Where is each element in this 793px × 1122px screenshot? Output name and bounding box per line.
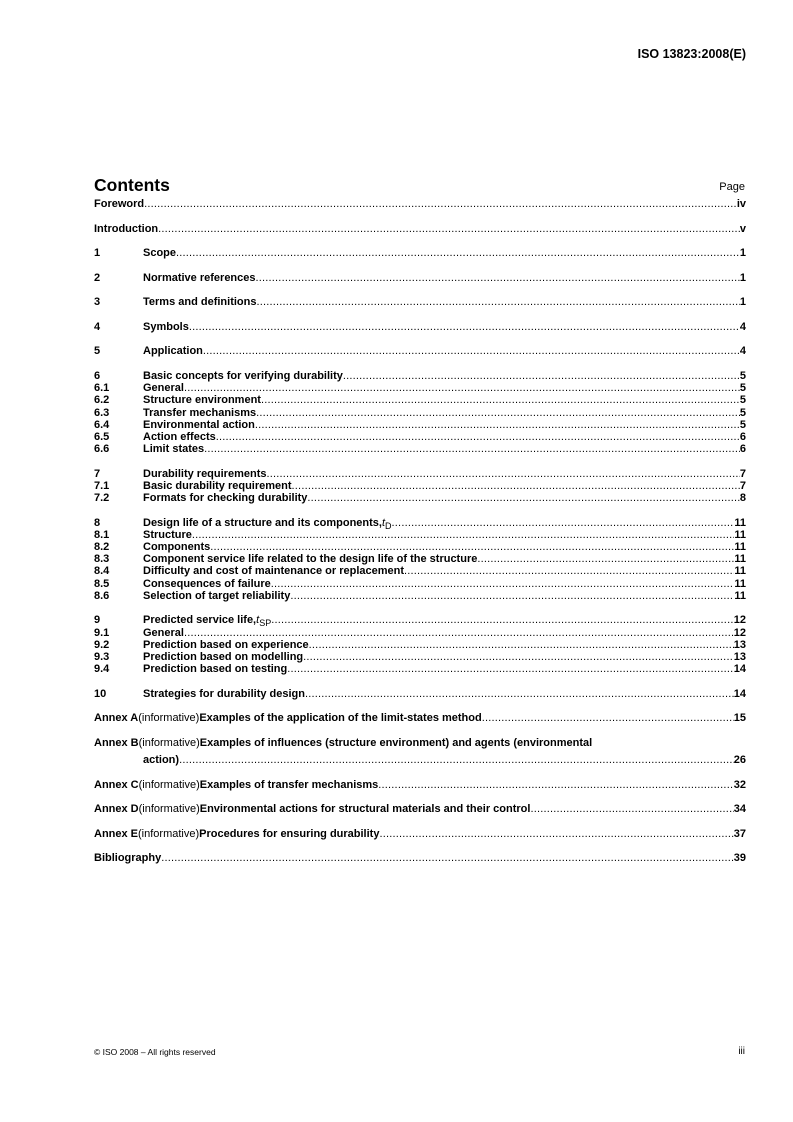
page-ref: 5 [739, 418, 746, 431]
section-number: 6.4 [94, 418, 110, 431]
symbol-letter: t [256, 614, 260, 627]
section-title: Durability requirements [143, 467, 267, 480]
section-number: 7.2 [94, 492, 110, 505]
toc-entry[interactable] [94, 431, 746, 443]
section-number: 8.5 [94, 577, 110, 590]
section-title: Environmental action [143, 418, 255, 431]
annex-title: Environmental actions for structural materials and their control [199, 803, 531, 816]
dot-leader [303, 651, 734, 663]
annex-label: Annex E [94, 827, 139, 840]
toc-entry[interactable] [94, 529, 746, 541]
toc-entry[interactable] [94, 627, 746, 639]
page-number: iii [738, 1046, 745, 1057]
section-number: 9.3 [94, 650, 110, 663]
section-number: 9 [94, 614, 101, 627]
dot-leader [192, 529, 734, 541]
toc-annex-entry[interactable] [94, 712, 746, 724]
dot-leader [530, 803, 733, 815]
page-column-label: Page [719, 181, 745, 193]
dot-leader [271, 578, 735, 590]
dot-leader [343, 370, 740, 382]
section-title: Normative references [143, 271, 256, 284]
annex-type: (informative) [138, 736, 200, 749]
section-title: Symbols [143, 320, 189, 333]
section-number: 3 [94, 296, 101, 309]
page-ref: 14 [733, 687, 746, 700]
annex-type: (informative) [138, 712, 200, 725]
symbol-subscript: SP [259, 618, 272, 629]
dot-leader [255, 419, 740, 431]
bibliography-title: Bibliography [94, 852, 162, 865]
toc-entry[interactable] [94, 370, 746, 382]
annex-type: (informative) [138, 827, 200, 840]
page-ref: 14 [733, 663, 746, 676]
page-ref: 5 [739, 394, 746, 407]
section-number: 6.1 [94, 382, 110, 395]
toc-entry[interactable] [94, 345, 746, 357]
section-number: 6.3 [94, 406, 110, 419]
dot-leader [204, 443, 740, 455]
section-title: Selection of target reliability [143, 589, 291, 602]
toc-entry[interactable] [94, 394, 746, 406]
page-ref: iv [736, 198, 746, 210]
toc-entry[interactable] [94, 443, 746, 455]
annex-title-continued: action) [143, 754, 180, 767]
annex-title: Examples of influences (structure environment) and agents (environmental [199, 736, 593, 749]
dot-leader [305, 688, 734, 700]
annex-label: Annex C [94, 778, 139, 791]
page-ref: 7 [739, 479, 746, 492]
page-ref: 1 [739, 271, 746, 284]
page-ref: 11 [734, 553, 746, 566]
dot-leader [176, 247, 740, 259]
section-number: 8.6 [94, 589, 110, 602]
section-title: Scope [143, 247, 177, 260]
dot-leader [392, 517, 735, 529]
dot-leader [292, 480, 740, 492]
page-ref: 34 [733, 803, 746, 816]
section-number: 1 [94, 247, 101, 260]
toc-entry[interactable] [94, 321, 746, 333]
section-title: Prediction based on testing [143, 663, 288, 676]
section-title: Consequences of failure [143, 577, 271, 590]
annex-title: Examples of the application of the limit-states method [199, 712, 482, 725]
page-ref: v [739, 222, 746, 235]
toc-entry[interactable] [94, 614, 746, 629]
toc-entry[interactable] [94, 541, 746, 553]
dot-leader [477, 553, 734, 565]
section-title: Transfer mechanisms [143, 406, 257, 419]
dot-leader [379, 828, 733, 840]
section-title: Structure environment [143, 394, 261, 407]
annex-type: (informative) [138, 803, 200, 816]
document-id: ISO 13823:2008(E) [637, 47, 746, 61]
section-number: 8.4 [94, 565, 110, 578]
section-title: Terms and definitions [143, 296, 257, 309]
page-ref: 11 [734, 565, 746, 578]
page-ref: 15 [733, 712, 746, 725]
dot-leader [216, 431, 740, 443]
section-number: 10 [94, 687, 107, 700]
page-ref: 11 [734, 589, 746, 602]
dot-leader [271, 614, 734, 626]
section-title: Introduction [94, 222, 159, 235]
toc-entry[interactable] [94, 419, 746, 431]
toc-annex-entry[interactable] [94, 828, 746, 840]
section-title: Basic durability requirement [143, 479, 292, 492]
dot-leader [404, 565, 734, 577]
section-title: Predicted service life, [143, 614, 257, 627]
section-title: Components [143, 541, 211, 554]
section-number: 2 [94, 271, 101, 284]
toc-entry[interactable] [94, 688, 746, 700]
section-title: Limit states [143, 443, 205, 456]
section-number: 7 [94, 467, 101, 480]
annex-label: Annex D [94, 803, 139, 816]
dot-leader [309, 639, 734, 651]
page-ref: 4 [739, 320, 746, 333]
page-ref: 5 [739, 382, 746, 395]
dot-leader [158, 223, 740, 235]
section-title: Prediction based on modelling [143, 650, 304, 663]
section-number: 8 [94, 516, 101, 529]
section-number: 8.2 [94, 541, 110, 554]
page-ref: 12 [733, 626, 746, 639]
section-number: 8.3 [94, 553, 110, 566]
page-ref: 37 [733, 827, 746, 840]
toc-annex-entry[interactable] [94, 803, 746, 815]
section-number: 4 [94, 320, 101, 333]
annex-type: (informative) [138, 778, 200, 791]
annex-title: Examples of transfer mechanisms [199, 778, 379, 791]
toc-entry[interactable] [94, 578, 746, 590]
page-ref: 12 [733, 614, 746, 627]
toc-entry[interactable] [94, 480, 746, 492]
dot-leader [184, 382, 740, 394]
toc-annex-entry[interactable] [94, 737, 746, 749]
section-title: Prediction based on experience [143, 638, 309, 651]
toc-entry[interactable] [94, 468, 746, 480]
dot-leader [161, 852, 734, 864]
section-title: Action effects [143, 430, 216, 443]
dot-leader [307, 492, 739, 504]
toc-entry[interactable] [94, 382, 746, 394]
dot-leader [144, 198, 737, 210]
section-title: General [143, 382, 184, 395]
toc-entry[interactable] [94, 639, 746, 651]
page-ref: 13 [733, 638, 746, 651]
page-ref: 4 [739, 345, 746, 358]
page-ref: 5 [739, 370, 746, 383]
toc-entry[interactable] [94, 565, 746, 577]
dot-leader [266, 468, 739, 480]
section-number: 6.6 [94, 443, 110, 456]
copyright-notice: © ISO 2008 – All rights reserved [94, 1047, 216, 1057]
dot-leader [189, 321, 740, 333]
section-number: 5 [94, 345, 101, 358]
page-ref: 1 [739, 296, 746, 309]
toc-entry[interactable] [94, 296, 746, 308]
toc-entry[interactable] [94, 223, 746, 235]
section-title: Strategies for durability design [143, 687, 305, 700]
section-title: Application [143, 345, 203, 358]
page-ref: 11 [734, 528, 746, 541]
page-ref: 5 [739, 406, 746, 419]
section-title: Structure [143, 528, 192, 541]
dot-leader [184, 627, 734, 639]
section-number: 7.1 [94, 479, 110, 492]
toc-entry[interactable] [94, 663, 746, 675]
toc-entry[interactable] [94, 492, 746, 504]
toc-entry[interactable] [94, 272, 746, 284]
section-title: Difficulty and cost of maintenance or replacement [143, 565, 405, 578]
dot-leader [287, 663, 734, 675]
dot-leader [203, 345, 740, 357]
annex-label: Annex A [94, 712, 139, 725]
page-ref: 11 [734, 541, 746, 554]
toc-entry[interactable] [94, 407, 746, 419]
toc-bibliography[interactable] [94, 852, 746, 864]
toc-annex-entry-continued[interactable] [94, 754, 746, 766]
dot-leader [256, 272, 740, 284]
page-title: Contents [94, 175, 170, 195]
page-ref: 6 [739, 430, 746, 443]
section-title: General [143, 626, 184, 639]
section-number: 6.5 [94, 430, 110, 443]
section-title: Design life of a structure and its components, [143, 516, 382, 529]
page-ref: 11 [734, 577, 746, 590]
toc-entry[interactable] [94, 517, 746, 529]
toc-annex-entry[interactable] [94, 779, 746, 791]
symbol-letter: t [381, 516, 386, 529]
page-ref: 32 [733, 778, 746, 791]
section-number: 9.1 [94, 626, 110, 639]
page-ref: 8 [739, 492, 746, 505]
section-number: 6 [94, 370, 101, 383]
page-ref: 7 [739, 467, 746, 480]
page-ref: 11 [734, 516, 746, 529]
section-title: Foreword [94, 198, 145, 210]
section-title: Component service life related to the design life of the structure [143, 553, 478, 566]
table-of-contents [94, 198, 746, 865]
toc-entry[interactable] [94, 198, 746, 210]
page-ref: 39 [733, 852, 746, 865]
dot-leader [256, 407, 740, 419]
dot-leader [378, 779, 733, 791]
page-ref: 1 [739, 247, 746, 260]
dot-leader [482, 712, 734, 724]
dot-leader [210, 541, 734, 553]
section-title: Formats for checking durability [143, 492, 308, 505]
section-number: 6.2 [94, 394, 110, 407]
annex-label: Annex B [94, 736, 139, 749]
section-number: 8.1 [94, 528, 110, 541]
dot-leader [256, 296, 739, 308]
page-ref: 13 [733, 650, 746, 663]
toc-entry[interactable] [94, 590, 746, 602]
page-ref: 6 [739, 443, 746, 456]
symbol-subscript: D [385, 520, 392, 531]
annex-title: Procedures for ensuring durability [199, 827, 380, 840]
section-number: 9.4 [94, 663, 110, 676]
toc-entry[interactable] [94, 651, 746, 663]
dot-leader [290, 590, 734, 602]
dot-leader [261, 394, 740, 406]
page-ref: 26 [733, 754, 746, 767]
dot-leader [179, 754, 734, 766]
section-title: Basic concepts for verifying durability [143, 370, 343, 383]
toc-entry[interactable] [94, 247, 746, 259]
toc-entry[interactable] [94, 553, 746, 565]
section-number: 9.2 [94, 638, 110, 651]
